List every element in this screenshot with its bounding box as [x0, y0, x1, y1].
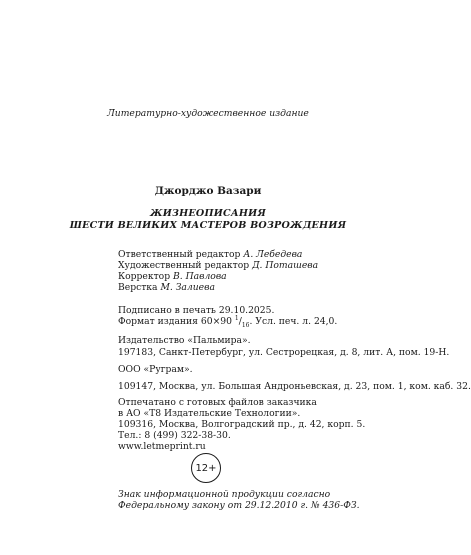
- printer-url: www.letmeprint.ru: [118, 441, 206, 452]
- credit-role: Верстка: [118, 282, 158, 293]
- ooo-block: [118, 364, 471, 392]
- credit-name: Д. Поташева: [252, 260, 319, 271]
- publisher-name: Издательство «Пальмира».: [118, 335, 251, 346]
- book-title-line2: ШЕСТИ ВЕЛИКИХ МАСТЕРОВ ВОЗРОЖДЕНИЯ: [69, 220, 347, 231]
- credit-role: Корректор: [118, 271, 171, 282]
- format-numerator: 1: [234, 314, 239, 322]
- publisher-block: [118, 335, 450, 358]
- credit-role: Художественный редактор: [118, 260, 250, 271]
- print-info-block: [118, 305, 378, 327]
- author-name: Джорджо Вазари: [154, 185, 262, 197]
- publisher-address: 197183, Санкт-Петербург, ул. Сестрорецкая, д. 8, лит. А, пом. 19-Н.: [118, 347, 450, 358]
- credit-name: А. Лебедева: [243, 249, 303, 260]
- ooo-name: ООО «Руграм».: [118, 364, 193, 375]
- age-note-block: [118, 489, 378, 511]
- format-prefix: Формат издания 60×90: [118, 316, 232, 327]
- credit-name: В. Павлова: [173, 271, 227, 282]
- credits-block: [118, 249, 378, 293]
- age-note-line2: Федеральному закону от 29.12.2010 г. № 436-ФЗ.: [118, 500, 360, 511]
- print-signed: Подписано в печать 29.10.2025.: [118, 305, 275, 316]
- ooo-address: 109147, Москва, ул. Большая Андроньевская, д. 23, пом. 1, ком. каб. 32.: [118, 381, 471, 392]
- credit-line: [118, 249, 378, 260]
- printer-phone: Тел.: 8 (499) 322-38-30.: [118, 430, 231, 441]
- credit-line: [118, 271, 378, 282]
- format-denominator: 16: [241, 321, 250, 329]
- credit-line: [118, 260, 378, 271]
- credit-name: М. Залиева: [160, 282, 215, 293]
- credit-role: Ответственный редактор: [118, 249, 241, 260]
- printer-block: [118, 397, 378, 452]
- book-title-line1: ЖИЗНЕОПИСАНИЯ: [149, 208, 267, 219]
- print-format: Формат издания 60×90 $^1/_{16}$. Усл. печ. л. 24,0.: [118, 314, 338, 329]
- age-note-line1: Знак информационной продукции согласно: [118, 489, 331, 500]
- edition-type: Литературно-художественное издание: [107, 108, 309, 119]
- printer-line3: 109316, Москва, Волгоградский пр., д. 42, корп. 5.: [118, 419, 366, 430]
- printer-line1: Отпечатано с готовых файлов заказчика: [118, 397, 317, 408]
- credit-line: [118, 282, 378, 293]
- age-rating-badge: 12+: [191, 453, 221, 483]
- printer-line2: в АО «Т8 Издательские Технологии».: [118, 408, 301, 419]
- format-suffix: . Усл. печ. л. 24,0.: [249, 316, 338, 327]
